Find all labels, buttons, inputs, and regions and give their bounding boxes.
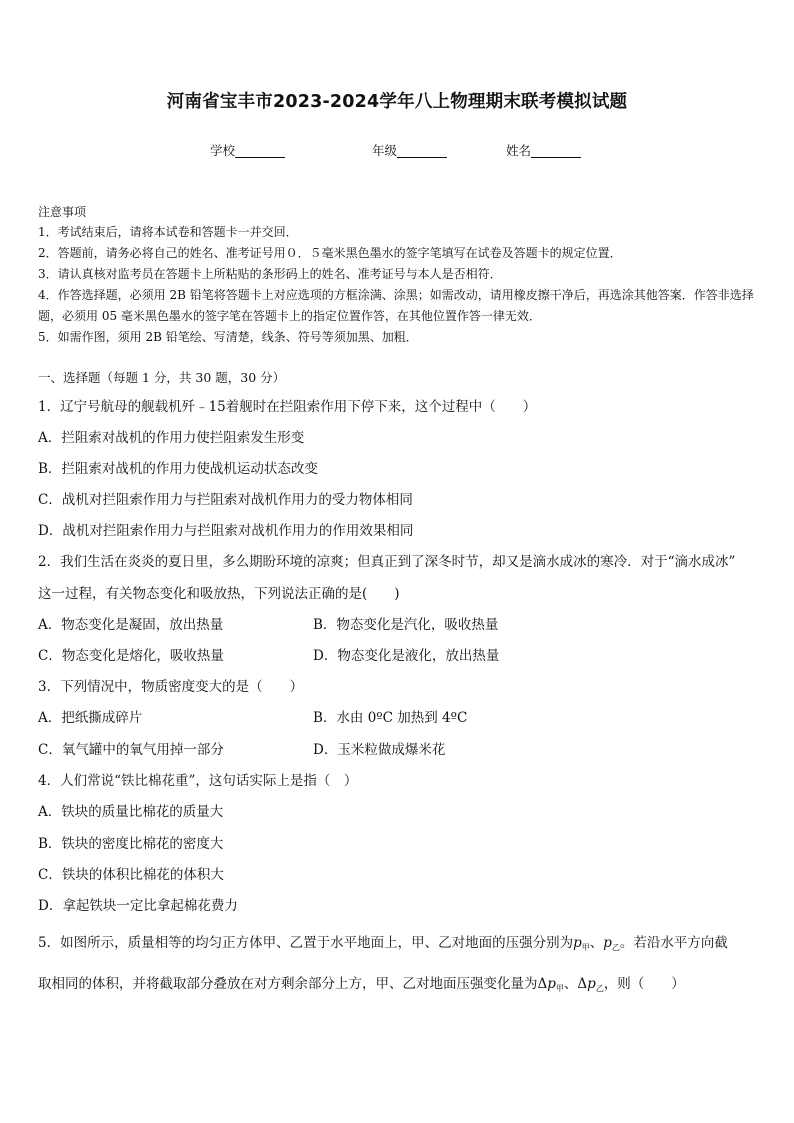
q4-stem: 4．人们常说“铁比棉花重”，这句话实际上是指（ ） bbox=[38, 773, 358, 789]
q3-option-b: B．水由 0ºC 加热到 4ºC bbox=[313, 710, 468, 726]
q1-option-a: A．拦阻索对战机的作用力使拦阻索发生形变 bbox=[38, 430, 305, 446]
section-heading: 一、选择题（每题 1 分，共 30 题，30 分） bbox=[38, 370, 286, 385]
grade-blank[interactable] bbox=[397, 143, 447, 158]
grade-label: 年级 bbox=[372, 143, 398, 158]
q3-option-c: C．氧气罐中的氧气用掉一部分 bbox=[38, 742, 224, 758]
p-letter: p bbox=[603, 935, 612, 951]
student-info-fields bbox=[0, 141, 794, 161]
q5-stem-line2-text: 取相同的体积，并将截取部分叠放在对方剩余部分上方，甲、乙对地面压强变化量为 bbox=[38, 976, 538, 992]
q3-stem: 3．下列情况中，物质密度变大的是（ ） bbox=[38, 679, 304, 695]
delta-pressure-yi bbox=[577, 976, 603, 992]
q2-option-d: D．物态变化是液化，放出热量 bbox=[313, 648, 500, 664]
school-blank[interactable] bbox=[235, 143, 285, 158]
q1-option-b: B．拦阻索对战机的作用力使战机运动状态改变 bbox=[38, 461, 318, 477]
q5-stem-line1-text: 5．如图所示，质量相等的均匀正方体甲、乙置于水平地面上，甲、乙对地面的压强分别为 bbox=[38, 935, 574, 951]
pressure-symbol-jia bbox=[573, 935, 590, 951]
grade-field[interactable] bbox=[372, 141, 447, 159]
note-item-4: 4．作答选择题，必须用 2B 铅笔将答题卡上对应选项的方框涂满、涂黑；如需改动，请用橡皮擦干净后，再选涂其他答案．作答非选择题，必须用 05 毫米黑色墨水的签字笔在答题卡上的指定位置作答，在其他位置作答一律无效． bbox=[38, 288, 754, 323]
q4-option-c: C．铁块的体积比棉花的体积大 bbox=[38, 867, 224, 883]
pressure-symbol-yi bbox=[603, 935, 620, 951]
separator: 、 bbox=[563, 976, 578, 992]
q5-stem-line1-end: 。若沿水平方向截 bbox=[619, 935, 728, 951]
q5-stem-line2 bbox=[38, 972, 685, 994]
q5-stem-line2-end: ，则（ ） bbox=[603, 976, 685, 992]
p-letter: p bbox=[573, 935, 582, 951]
q1-option-d: D．战机对拦阻索作用力与拦阻索对战机作用力的作用效果相同 bbox=[38, 523, 414, 539]
school-field[interactable] bbox=[210, 141, 285, 159]
q2-stem-line2: 这一过程，有关物态变化和吸放热，下列说法正确的是( ) bbox=[38, 586, 400, 602]
note-item-5: 5．如需作图，须用 2B 铅笔绘、写清楚，线条、符号等须加黑、加粗． bbox=[38, 330, 418, 344]
q3-option-d: D．玉米粒做成爆米花 bbox=[313, 742, 446, 758]
q3-option-a: A．把纸撕成碎片 bbox=[38, 710, 143, 726]
q2-option-c: C．物态变化是熔化，吸收热量 bbox=[38, 648, 224, 664]
p-letter: p bbox=[547, 976, 556, 992]
q2-stem-line1: 2．我们生活在炎炎的夏日里，多么期盼环境的凉爽；但真正到了深冬时节，却又是滴水成冰的寒冷．对于“滴水成冰” bbox=[38, 554, 736, 570]
q5-stem-line1 bbox=[38, 931, 728, 953]
name-label: 姓名 bbox=[506, 143, 532, 158]
q4-option-d: D．拿起铁块一定比拿起棉花费力 bbox=[38, 898, 238, 914]
q4-option-b: B．铁块的密度比棉花的密度大 bbox=[38, 836, 224, 852]
note-item-3: 3．请认真核对监考员在答题卡上所粘贴的条形码上的姓名、准考证号与本人是否相符． bbox=[38, 267, 502, 281]
p-letter: p bbox=[587, 976, 596, 992]
q4-option-a: A．铁块的质量比棉花的质量大 bbox=[38, 804, 224, 820]
sub-yi: 乙 bbox=[611, 943, 620, 952]
q2-option-b: B．物态变化是汽化，吸收热量 bbox=[313, 617, 499, 633]
name-field[interactable] bbox=[506, 141, 581, 159]
delta-pressure-jia bbox=[538, 976, 564, 992]
q1-option-c: C．战机对拦阻索作用力与拦阻索对战机作用力的受力物体相同 bbox=[38, 492, 413, 508]
delta-symbol: Δ bbox=[577, 976, 588, 992]
sub-yi: 乙 bbox=[595, 984, 604, 993]
note-item-2: 2．答题前，请务必将自己的姓名、准考证号用０．５毫米黑色墨水的签字笔填写在试卷及答题卡的规定位置． bbox=[38, 246, 622, 260]
school-label: 学校 bbox=[210, 143, 236, 158]
delta-symbol: Δ bbox=[537, 976, 548, 992]
q1-stem: 1．辽宁号航母的舰载机歼﹣15着舰时在拦阻索作用下停下来，这个过程中（ ） bbox=[38, 399, 537, 415]
separator: 、 bbox=[589, 935, 604, 951]
q2-option-a: A．物态变化是凝固，放出热量 bbox=[38, 617, 224, 633]
sub-jia: 甲 bbox=[581, 943, 590, 952]
sub-jia: 甲 bbox=[555, 984, 564, 993]
notes-heading: 注意事项 bbox=[38, 205, 87, 219]
page-title: 河南省宝丰市2023-2024学年八上物理期末联考模拟试题 bbox=[166, 92, 628, 112]
name-blank[interactable] bbox=[531, 143, 581, 158]
note-item-1: 1．考试结束后，请将本试卷和答题卡一并交回． bbox=[38, 225, 298, 239]
